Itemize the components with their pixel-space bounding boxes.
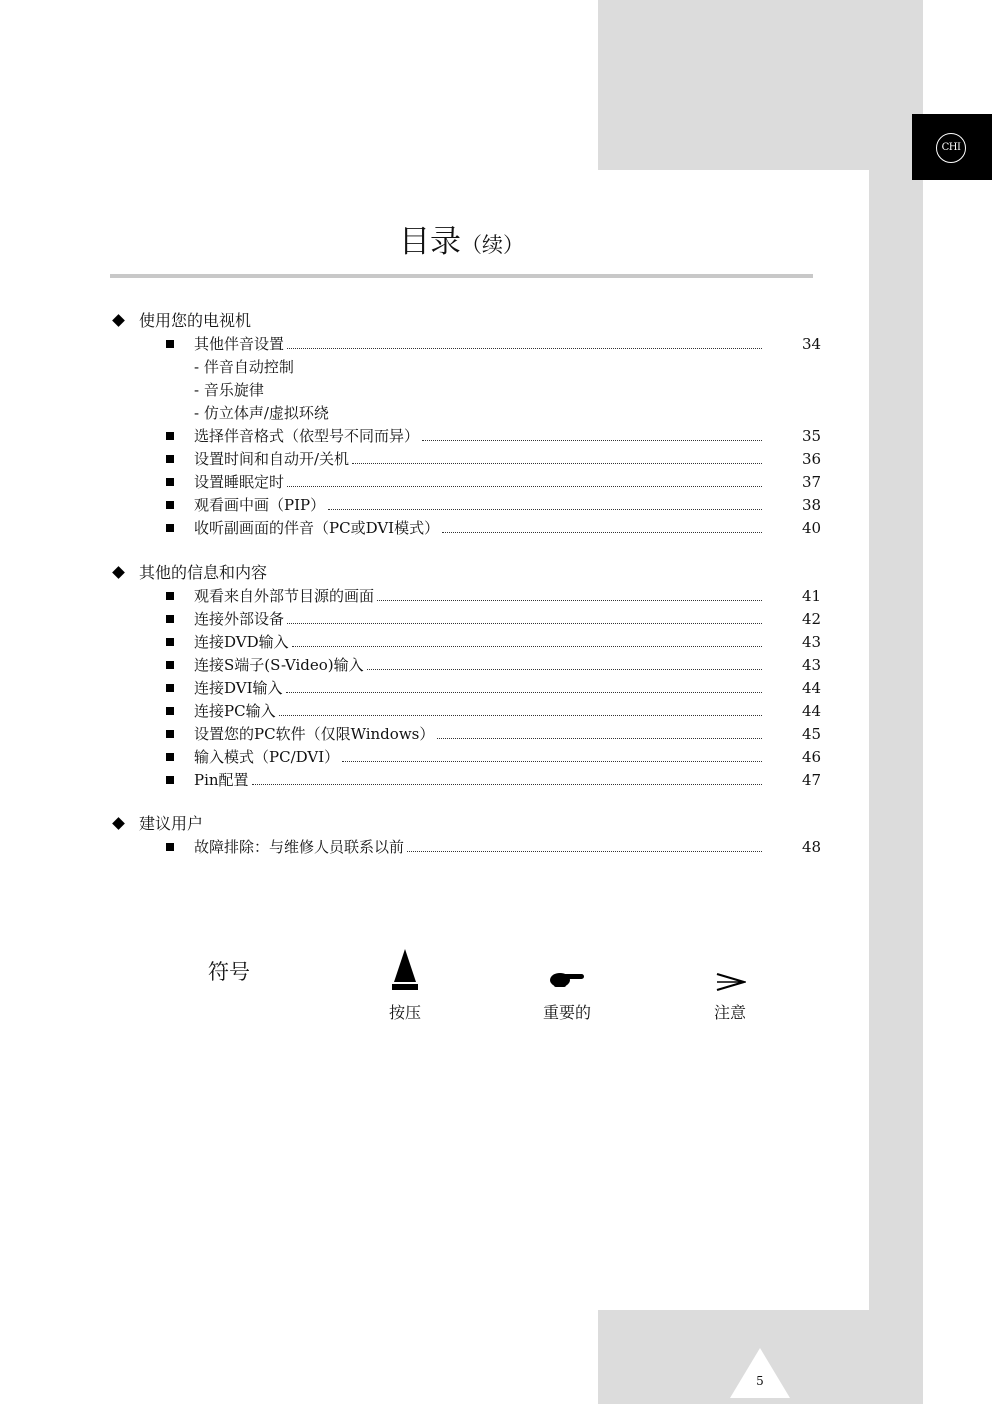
square-bullet-icon [166,432,174,440]
toc-entry-label: 选择伴音格式（依型号不同而异） [194,427,420,445]
symbol-note [680,1003,780,1023]
toc-entry-label: 连接DVD输入 [194,633,289,651]
hand-pointer-icon [548,970,586,988]
dot-leader [252,784,762,785]
toc-entry-page: 37 [802,473,822,491]
square-bullet-icon [166,753,174,761]
toc-entry-page: 41 [802,587,822,605]
language-badge: CHI [936,133,966,163]
toc-entry[interactable] [166,836,820,858]
diamond-bullet-icon [112,314,125,327]
title-rule [110,274,813,278]
dot-leader [422,440,762,441]
toc-entry-page: 40 [802,519,822,537]
dot-leader [437,738,762,739]
toc-entry-label: 收听副画面的伴音（PC或DVI模式） [194,519,440,537]
toc-entry[interactable] [166,585,820,607]
square-bullet-icon [166,684,174,692]
toc-entry[interactable] [166,700,820,722]
dot-leader [292,646,762,647]
square-bullet-icon [166,638,174,646]
toc-entry-label: 其他伴音设置 [194,335,285,353]
toc-subitem: - 伴音自动控制 [194,358,294,376]
square-bullet-icon [166,661,174,669]
toc-entry-label: 连接DVI输入 [194,679,283,697]
toc-entry-label: 连接PC输入 [194,702,276,720]
toc-entry-label: 设置您的PC软件（仅限Windows） [194,725,435,743]
section-title: 建议用户 [112,813,203,835]
toc-entry-label: 观看来自外部节目源的画面 [194,587,375,605]
toc-entry-page: 38 [802,496,822,514]
dot-leader [287,486,762,487]
symbol-important [517,1003,617,1023]
square-bullet-icon [166,843,174,851]
page-title-main: 目录 [399,224,461,260]
square-bullet-icon [166,776,174,784]
toc-entry-page: 44 [802,702,822,720]
toc-entry[interactable] [166,746,820,768]
symbol-press-label: 按压 [388,1003,421,1022]
diamond-bullet-icon [112,817,125,830]
diamond-bullet-icon [112,566,125,579]
dot-leader [442,532,762,533]
square-bullet-icon [166,707,174,715]
toc-entry-label: 连接S端子(S-Video)输入 [194,656,364,674]
square-bullet-icon [166,501,174,509]
toc-entry[interactable] [166,425,820,447]
dot-leader [328,509,762,510]
toc-entry[interactable] [166,631,820,653]
toc-entry[interactable] [166,494,820,516]
toc-subitem: - 仿立体声/虚拟环绕 [194,404,329,422]
toc-entry[interactable] [166,723,820,745]
toc-entry-label: 输入模式（PC/DVI） [194,748,340,766]
dot-leader [352,463,762,464]
toc-entry-page: 43 [802,656,822,674]
toc-entry-page: 35 [802,427,822,445]
toc-entry-page: 48 [802,838,822,856]
toc-entry[interactable] [166,448,820,470]
section-title: 其他的信息和内容 [112,562,267,584]
symbol-note-label: 注意 [713,1003,746,1022]
toc-entry[interactable] [166,333,820,355]
dot-leader [367,669,762,670]
toc-entry[interactable] [166,608,820,630]
press-icon [390,948,420,992]
page-title-cont: （续） [461,233,524,257]
toc-entry-page: 43 [802,633,822,651]
dot-leader [407,851,762,852]
toc-entry-label: 连接外部设备 [194,610,285,628]
symbol-press [355,1003,455,1023]
dot-leader [287,348,762,349]
dot-leader [342,761,762,762]
square-bullet-icon [166,455,174,463]
toc-entry[interactable] [166,471,820,493]
arrow-icon [714,972,746,992]
square-bullet-icon [166,524,174,532]
symbols-title: 符号 [208,960,250,984]
square-bullet-icon [166,592,174,600]
toc-entry[interactable] [166,677,820,699]
dot-leader [377,600,762,601]
square-bullet-icon [166,478,174,486]
language-tab [912,114,992,180]
symbol-important-label: 重要的 [542,1003,591,1022]
toc-entry[interactable] [166,654,820,676]
square-bullet-icon [166,615,174,623]
toc-entry-label: Pin配置 [194,771,249,789]
toc-entry-page: 36 [802,450,822,468]
toc-entry-page: 45 [802,725,822,743]
toc-entry-page: 47 [802,771,822,789]
page-title [110,222,813,265]
gray-strip-right [869,0,923,1404]
page-number: 5 [756,1374,764,1388]
toc-entry-label: 设置睡眠定时 [194,473,285,491]
dot-leader [287,623,762,624]
toc-entry-page: 46 [802,748,822,766]
toc-entry-label: 观看画中画（PIP） [194,496,326,514]
toc-entry-label: 故障排除：与维修人员联系以前 [194,838,405,856]
square-bullet-icon [166,340,174,348]
toc-entry-label: 设置时间和自动开/关机 [194,450,350,468]
square-bullet-icon [166,730,174,738]
dot-leader [286,692,762,693]
toc-entry-page: 34 [802,335,822,353]
section-title: 使用您的电视机 [112,310,251,332]
toc-entry-page: 44 [802,679,822,697]
toc-entry-page: 42 [802,610,822,628]
dot-leader [279,715,762,716]
toc-entry[interactable] [166,517,820,539]
toc-entry[interactable] [166,769,820,791]
toc-subitem: - 音乐旋律 [194,381,264,399]
